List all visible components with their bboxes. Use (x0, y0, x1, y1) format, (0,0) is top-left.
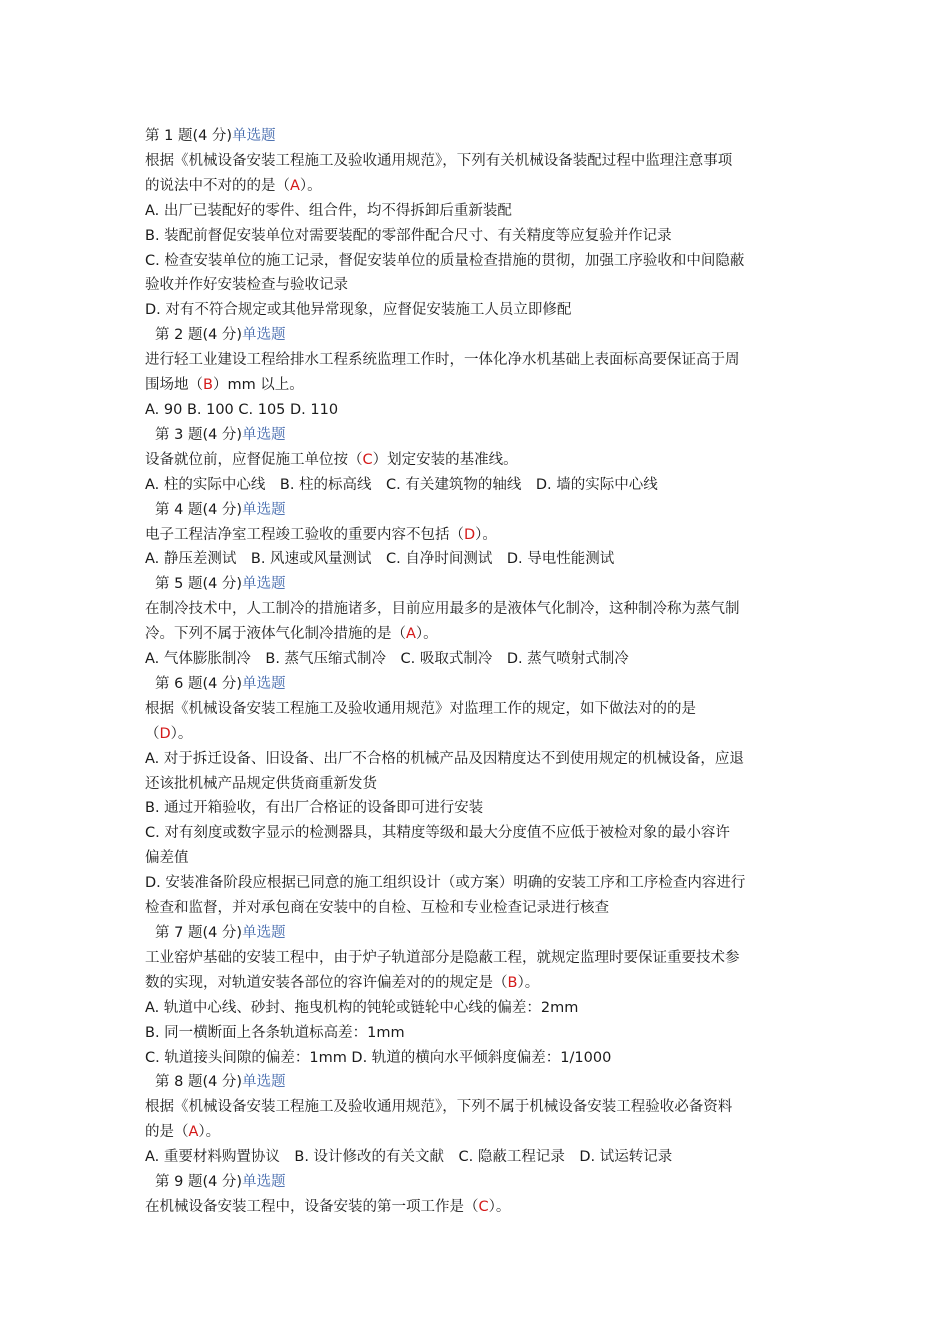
question-header (145, 498, 815, 523)
option-line: D. 对有不符合规定或其他异常现象，应督促安装施工人员立即修配 (145, 302, 572, 319)
question-stem-line: 根据《机械设备安装工程施工及验收通用规范》，下列不属于机械设备安装工程验收必备资料 (145, 1099, 733, 1116)
question-stem-line: 根据《机械设备安装工程施工及验收通用规范》对监理工作的规定，如下做法对的的是 (145, 700, 696, 717)
option-line: D. 安装准备阶段应根据已同意的施工组织设计（或方案）明确的安装工序和工序检查内容进行 (145, 875, 746, 892)
option-line: A. 柱的实际中心线 B. 柱的标高线 C. 有关建筑物的轴线 D. 墙的实际中心线 (145, 476, 658, 493)
stem-text: ）。 (488, 1198, 511, 1215)
question-number: 第 3 题(4 分) (155, 426, 243, 443)
question-block (145, 1070, 815, 1170)
option-line: C. 对有刻度或数字显示的检测器具，其精度等级和最大分度值不应低于被检对象的最小容许 (145, 825, 730, 842)
stem-text: ）。 (170, 725, 193, 742)
question-type: 单选题 (232, 128, 276, 144)
stem-text: （ (145, 725, 160, 742)
option-line: A. 出厂已装配好的零件、组合件，均不得拆卸后重新装配 (145, 202, 512, 219)
question-block (145, 1170, 815, 1220)
question-header (145, 1170, 815, 1195)
question-number: 第 7 题(4 分) (155, 925, 243, 941)
answer-letter: D (464, 526, 476, 543)
question-number: 第 9 题(4 分) (155, 1174, 243, 1191)
question-stem-line (145, 174, 815, 199)
question-number: 第 6 题(4 分) (155, 675, 243, 692)
stem-text: ）划定安装的基准线。 (372, 451, 518, 468)
question-block (145, 572, 815, 672)
question-stem-line (145, 622, 815, 647)
question-stem-line (145, 1120, 815, 1145)
stem-text: 围场地（ (145, 377, 203, 394)
option-line: B. 同一横断面上各条轨道标高差：1mm (145, 1024, 405, 1041)
stem-text: 数的实现，对轨道安装各部位的容许偏差对的的规定是（ (145, 974, 508, 991)
option-line: A. 重要材料购置协议 B. 设计修改的有关文献 C. 隐蔽工程记录 D. 试运转记录 (145, 1149, 673, 1166)
stem-text: 的是（ (145, 1124, 189, 1141)
answer-letter: A (290, 177, 300, 194)
option-line: C. 检查安装单位的施工记录，督促安装单位的质量检查措施的贯彻，加强工序验收和中间隐蔽 (145, 252, 745, 269)
question-header (145, 323, 815, 348)
answer-letter: B (507, 974, 518, 991)
question-block (145, 921, 815, 1070)
question-header (145, 672, 815, 697)
question-header (145, 124, 815, 149)
question-stem-line (145, 523, 815, 548)
answer-letter: C (478, 1198, 489, 1215)
option-line: A. 气体膨胀制冷 B. 蒸气压缩式制冷 C. 吸取式制冷 D. 蒸气喷射式制冷 (145, 651, 629, 668)
question-stem-line (145, 971, 815, 996)
option-line: 还该批机械产品规定供货商重新发货 (145, 775, 377, 792)
stem-text: 电子工程洁净室工程竣工验收的重要内容不包括（ (145, 526, 464, 543)
question-stem-line: 工业窑炉基础的安装工程中，由于炉子轨道部分是隐蔽工程，就规定监理时要保证重要技术参 (145, 949, 740, 966)
stem-text: ）。 (299, 177, 322, 194)
question-type: 单选题 (242, 327, 286, 344)
question-stem-line (145, 722, 815, 747)
answer-letter: C (362, 451, 373, 468)
question-block (145, 423, 815, 498)
question-number: 第 2 题(4 分) (155, 327, 243, 344)
option-line: B. 装配前督促安装单位对需要装配的零部件配合尺寸、有关精度等应复验并作记录 (145, 227, 672, 244)
stem-text: 的说法中不对的的是（ (145, 177, 290, 194)
question-stem-line: 在制冷技术中，人工制冷的措施诸多，目前应用最多的是液体气化制冷，这种制冷称为蒸气制 (145, 601, 740, 618)
answer-letter: D (159, 725, 171, 742)
option-line: A. 静压差测试 B. 风速或风量测试 C. 自净时间测试 D. 导电性能测试 (145, 551, 615, 568)
question-block (145, 323, 815, 423)
option-line: 检查和监督，并对承包商在安装中的自检、互检和专业检查记录进行核查 (145, 900, 609, 917)
stem-text: 冷。下列不属于液体气化制冷措施的是（ (145, 626, 406, 643)
question-stem-line: 根据《机械设备安装工程施工及验收通用规范》，下列有关机械设备装配过程中监理注意事项 (145, 152, 733, 169)
option-line: A. 90 B. 100 C. 105 D. 110 (145, 401, 339, 418)
question-block (145, 672, 815, 921)
stem-text: ）。 (415, 626, 438, 643)
question-type: 单选题 (242, 426, 286, 443)
option-line: A. 对于拆迁设备、旧设备、出厂不合格的机械产品及因精度达不到使用规定的机械设备，应退 (145, 750, 744, 767)
option-line: C. 轨道接头间隙的偏差：1mm D. 轨道的横向水平倾斜度偏差：1/1000 (145, 1049, 612, 1066)
question-number: 第 1 题(4 分) (145, 128, 233, 144)
question-block (145, 498, 815, 573)
question-type: 单选题 (242, 576, 286, 593)
question-type: 单选题 (242, 501, 286, 518)
option-line: B. 通过开箱验收，有出厂合格证的设备即可进行安装 (145, 800, 484, 817)
question-stem-line: 进行轻工业建设工程给排水工程系统监理工作时，一体化净水机基础上表面标高要保证高于周 (145, 352, 740, 369)
question-type: 单选题 (242, 675, 286, 692)
stem-text: ）。 (475, 526, 497, 543)
question-number: 第 8 题(4 分) (155, 1074, 243, 1091)
question-type: 单选题 (242, 1074, 286, 1091)
option-line: A. 轨道中心线、砂封、拖曳机构的钝轮或链轮中心线的偏差：2mm (145, 999, 579, 1016)
answer-letter: B (203, 377, 213, 394)
option-line: 偏差值 (145, 850, 189, 867)
exam-document (145, 124, 815, 1220)
question-stem-line (145, 1195, 815, 1220)
stem-text: ）mm 以上。 (212, 377, 304, 394)
stem-text: 设备就位前，应督促施工单位按（ (145, 451, 363, 468)
answer-letter: A (406, 626, 416, 643)
answer-letter: A (188, 1124, 199, 1141)
question-header (145, 1070, 815, 1095)
question-header (145, 921, 815, 946)
stem-text: ）。 (198, 1124, 221, 1141)
question-type: 单选题 (242, 925, 286, 941)
question-header (145, 423, 815, 448)
question-stem-line (145, 373, 815, 398)
question-type: 单选题 (242, 1174, 286, 1191)
question-header (145, 572, 815, 597)
question-stem-line (145, 448, 815, 473)
option-line: 验收并作好安装检查与验收记录 (145, 277, 348, 294)
stem-text: 在机械设备安装工程中，设备安装的第一项工作是（ (145, 1198, 479, 1215)
question-block (145, 124, 815, 323)
stem-text: ）。 (517, 974, 540, 991)
question-number: 第 4 题(4 分) (155, 501, 243, 518)
question-number: 第 5 题(4 分) (155, 576, 243, 593)
